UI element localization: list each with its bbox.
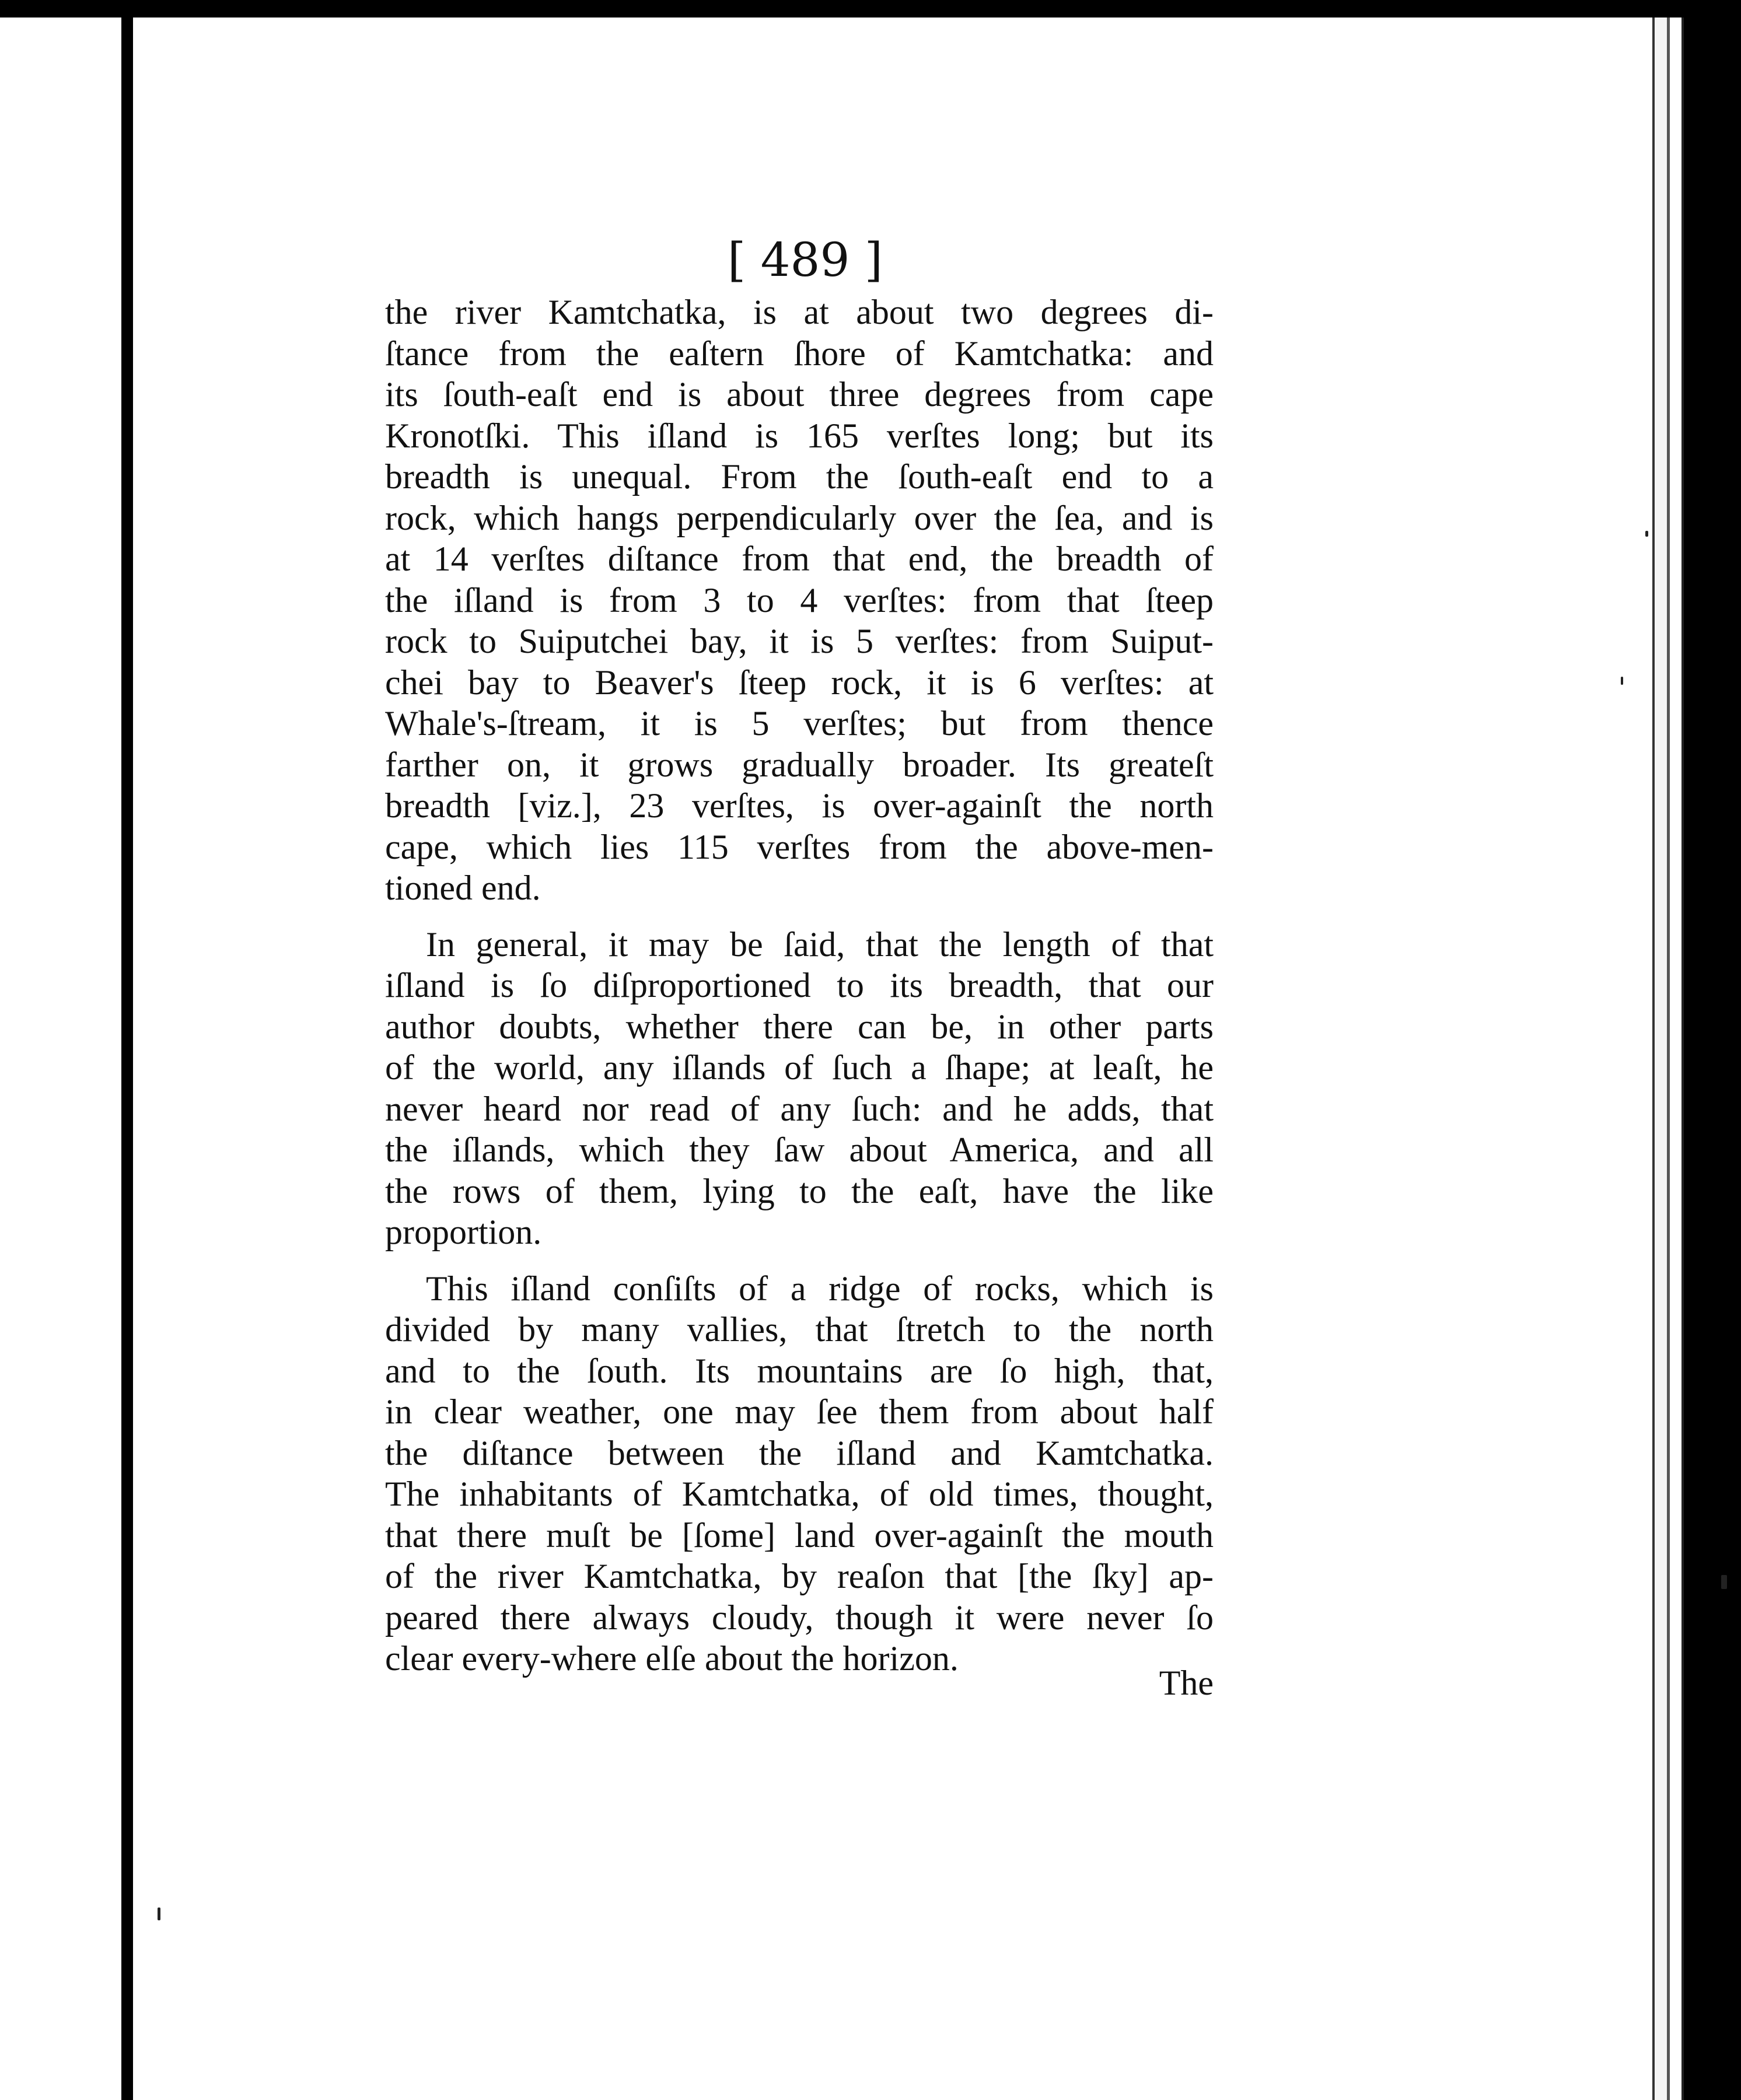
text-line: in clear weather, one may ſee them from about half bbox=[385, 1392, 1214, 1431]
text-line: the iſlands, which they ſaw about America, and all bbox=[385, 1130, 1214, 1169]
scan-speck bbox=[1645, 531, 1648, 537]
text-line: of the world, any iſlands of ſuch a ſhape; at leaſt, he bbox=[385, 1048, 1214, 1087]
body-text bbox=[385, 292, 1214, 1695]
book-gutter bbox=[121, 18, 133, 2100]
left-page-margin bbox=[0, 18, 121, 2100]
text-line: its ſouth-eaſt end is about three degrees from cape bbox=[385, 375, 1214, 414]
paragraph-1 bbox=[385, 292, 1214, 909]
text-line: iſland is ſo diſproportioned to its breadth, that our bbox=[385, 966, 1214, 1005]
page-edge-outer bbox=[1670, 18, 1684, 2100]
paragraph-2 bbox=[385, 924, 1214, 1253]
text-line: Kronotſki. This iſland is 165 verſtes long; but its bbox=[385, 416, 1214, 455]
text-line: the diſtance between the iſland and Kamtchatka. bbox=[385, 1433, 1214, 1472]
text-line: tioned end. bbox=[385, 869, 541, 907]
text-line: chei bay to Beaver's ſteep rock, it is 6 verſtes: at bbox=[385, 663, 1214, 702]
text-line: at 14 verſtes diſtance from that end, the breadth of bbox=[385, 540, 1214, 578]
text-line: divided by many vallies, that ſtretch to the north bbox=[385, 1310, 1214, 1349]
text-line: cape, which lies 115 verſtes from the above-men- bbox=[385, 827, 1214, 866]
catchword: The bbox=[1159, 1664, 1214, 1702]
text-line: and to the ſouth. Its mountains are ſo high, that, bbox=[385, 1351, 1214, 1390]
text-line: never heard nor read of any ſuch: and he adds, that bbox=[385, 1089, 1214, 1128]
text-line: This iſland conſiſts of a ridge of rocks, which is bbox=[426, 1269, 1214, 1308]
text-line: author doubts, whether there can be, in other parts bbox=[385, 1007, 1214, 1046]
scan-speck bbox=[1621, 677, 1623, 685]
scan-speck bbox=[1721, 1575, 1727, 1589]
text-line: Whale's-ſtream, it is 5 verſtes; but from thence bbox=[385, 704, 1214, 743]
page-edge bbox=[1652, 18, 1670, 2100]
text-line: breadth is unequal. From the ſouth-eaſt end to a bbox=[385, 457, 1214, 496]
text-line: ſtance from the eaſtern ſhore of Kamtchatka: and bbox=[385, 334, 1214, 373]
text-line: rock to Suiputchei bay, it is 5 verſtes: from Suiput- bbox=[385, 622, 1214, 660]
scan-speck bbox=[158, 1908, 160, 1920]
text-line: the rows of them, lying to the eaſt, have the like bbox=[385, 1171, 1214, 1210]
text-line: In general, it may be ſaid, that the length of that bbox=[426, 925, 1214, 964]
text-line: of the river Kamtchatka, by reaſon that [the ſky] ap- bbox=[385, 1557, 1214, 1595]
text-line: the iſland is from 3 to 4 verſtes: from that ſteep bbox=[385, 580, 1214, 620]
text-line: proportion. bbox=[385, 1213, 542, 1251]
page-number-heading: [ 489 ] bbox=[728, 233, 883, 287]
text-line: the river Kamtchatka, is at about two degrees di- bbox=[385, 293, 1214, 331]
text-line: The inhabitants of Kamtchatka, of old times, thought, bbox=[385, 1475, 1214, 1513]
text-line: rock, which hangs perpendicularly over the ſea, and is bbox=[385, 498, 1214, 537]
text-line: that there muſt be [ſome] land over-againſt the mouth bbox=[385, 1516, 1214, 1555]
text-line: breadth [viz.], 23 verſtes, is over-againſt the north bbox=[385, 786, 1214, 825]
text-line: clear every-where elſe about the horizon. bbox=[385, 1639, 959, 1678]
text-line: farther on, it grows gradually broader. Its greateſt bbox=[385, 745, 1214, 784]
paragraph-3 bbox=[385, 1268, 1214, 1679]
text-line: peared there always cloudy, though it were never ſo bbox=[385, 1598, 1214, 1637]
